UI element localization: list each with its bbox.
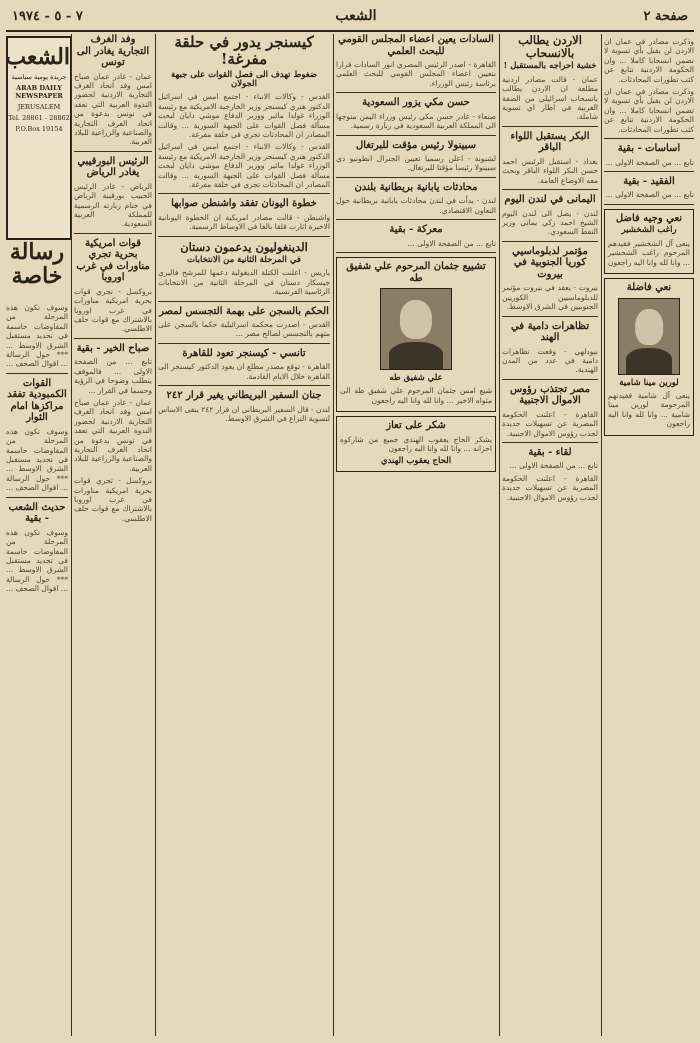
obituary-portrait	[380, 288, 452, 370]
article-good-morning-cont-2: بروكسل - تجري قوات بحرية امريكية مناورات في غرب اوروبا بالاشتراك مع قوات حلف الاطلسي.	[74, 476, 152, 523]
article-good-morning-cont: عمان - غادر عمان صباح امس وفد اتحاد الغرف التجارية الاردنية لحضور الندوة العربية التي تعقد في تونس بدعوة من اتحاد الغرف التجارية والصناعية والزراعية للبلاد العربية.	[74, 397, 152, 473]
masthead-english-name: ARAB DAILY NEWSPAPER	[15, 84, 63, 100]
headline-greece: خطوة اليونان تفقد واشنطن صوابها	[171, 198, 317, 210]
issue-date: ٧ - ٥ - ١٩٧٤	[12, 9, 83, 24]
notice-shakhshir	[604, 209, 694, 274]
side-column	[6, 300, 68, 1036]
article-good-morning: تابع ... من الصفحة الاولى ... فالموقف يتطلب وضوحا في الرؤية وحسما في القرار ...	[74, 357, 152, 395]
headline-gaullists: الدينغوليون يدعمون دستان	[180, 239, 308, 254]
newspaper-name: الشعب	[335, 8, 377, 24]
column-a	[74, 34, 152, 1036]
article-espionage: القدس - اصدرت محكمة اسرائيلية حكما بالسجن على متهم بالتجسس لصالح مصر ...	[158, 320, 330, 339]
article-jordan: عمان - قالت مصادر اردنية مطلعة ان الاردن يطالب بانسحاب اسرائيلي من الضفة الغربية في اطار اي تسوية شاملة.	[502, 74, 598, 122]
column-b	[158, 34, 330, 1036]
article-kissinger-cairo: القاهرة - توقع مصدر مطلع ان يعود الدكتور كيسنجر الى القاهرة خلال الايام القادمة.	[158, 362, 330, 381]
headline-deceased: الفقيد - بقية	[623, 175, 675, 187]
article-foundations: تابع ... من الصفحة الاولى ...	[605, 157, 694, 167]
headline-us-naval: قوات امريكية بحرية تجري مناورات في غرب اوروبا	[76, 237, 150, 284]
headline-battle: معركة - بقية	[389, 224, 443, 236]
notice-shamia	[604, 278, 694, 436]
headline-bourguiba: الرئيس البورقيبي يغادر الرياض	[77, 155, 149, 179]
notice-shakhshir-text: ينعى آل الشخشير فقيدهم المرحوم راغب الشخشير ... وانا لله وانا اليه راجعون	[607, 238, 690, 267]
headline-meeting: لقاء - بقية	[528, 446, 572, 458]
column-c	[336, 34, 496, 1036]
headline-india: تظاهرات دامية في الهند	[510, 320, 590, 344]
notice-shamia-name: لورين مينا شامية	[619, 377, 679, 388]
thanks-name: الحاج يعقوب الهندي	[380, 455, 452, 466]
article-kissinger: القدس - وكالات الانباء - اجتمع امس في اسرائيل الدكتور هنري كيسنجر وزير الخارجية الامريكية مع رئيسة الوزراء غولدا مائير ووزير الدفاع موشي دايان لبحث مسألة فصل القوات على الجبهة السورية ... وقالت المصادر ان المحادثات تجري في حلقة مفرغة.	[158, 92, 330, 139]
article-gaullists: باريس - اعلنت الكتلة الديغولية دعمها للمرشح فاليري جيسكار دستان في المرحلة الثانية من الانتخابات الرئاسية الفرنسية.	[158, 268, 330, 297]
article-trade-delegation: عمان - غادر عمان صباح امس وفد اتحاد الغرف التجارية الاردنية لحضور الندوة العربية التي تعقد في تونس بدعوة من اتحاد الغرف التجارية والصناعية والزراعية للبلاد العربية.	[74, 71, 152, 147]
side-headline-cambodia: القوات الكمبودية تفقد مراكزها امام الثوار	[7, 377, 67, 424]
thanks-title: شكر على تعاز	[386, 420, 446, 432]
article-india: نيودلهي - وقعت تظاهرات دامية في عدد من المدن الهندية.	[502, 346, 598, 375]
notice-shamia-title: نعي فاضلة	[626, 282, 672, 293]
headline-british-ambassador: جنان السفير البريطاني يغير قرار ٢٤٢	[166, 390, 322, 402]
headline-sadat: السادات يعين اعضاء المجلس القومي للبحث العلمي	[338, 34, 494, 57]
headline-korea: مؤتمر لدبلوماسيي كوريا الجنوبية في بيروت	[512, 245, 588, 280]
article-makki: صنعاء - غادر حسن مكي رئيس وزراء اليمن متوجها الى المملكة العربية السعودية في زيارة رسمية.	[336, 111, 496, 131]
side-column-text-2: وسوف تكون هذه المرحلة من المفاوضات حاسمة في تحديد مستقبل الشرق الاوسط ... *** حول الرسالة ... اقوال الصحف ...	[6, 426, 68, 493]
article-bourguiba: الرياض - غادر الرئيس الحبيب بورقيبة الرياض في ختام زيارته الرسمية للمملكة العربية السعودية.	[74, 181, 152, 229]
article-korea: بيروت - يعقد في بيروت مؤتمر للدبلوماسيين الكوريين الجنوبيين في الشرق الاوسط.	[502, 283, 598, 312]
article-egypt-capital: القاهرة - اعلنت الحكومة المصرية عن تسهيلات جديدة لجذب رؤوس الاموال الاجنبية.	[502, 409, 598, 438]
page-header	[6, 6, 694, 32]
masthead-box	[6, 36, 72, 240]
headline-good-morning: صباح الخير - بقية	[76, 342, 150, 354]
headline-foundations: اساسات - بقية	[617, 143, 681, 155]
article-us-naval: بروكسل - تجري قوات بحرية امريكية مناورات في غرب اوروبا بالاشتراك مع قوات حلف الاطلسي.	[74, 286, 152, 334]
notice-shakhshir-title: نعي وجيه فاضل	[615, 212, 683, 224]
article-spinola: لشبونة - اعلن رسميا تعيين الجنرال انطونيو دي سبينولا رئيسا مؤقتا للبرتغال.	[336, 154, 496, 173]
headline-espionage: الحكم بالسجن على بهمة التجسس لمصر	[159, 305, 329, 317]
obituary-text: شيع امس جثمان المرحوم علي شفيق طه الى مثواه الاخير ... وانا لله وانا اليه راجعون	[340, 386, 492, 405]
side-headline-editorial: حديث الشعب - بقية	[8, 501, 66, 525]
article-deceased: تابع ... من الصفحة الاولى ...	[605, 190, 694, 200]
article-yamani: لندن - يصل الى لندن اليوم الشيخ احمد زكي يماني وزير النفط السعودي.	[502, 208, 598, 237]
masthead-logo: الشعب	[5, 44, 70, 70]
obituary-title: تشييع جثمان المرحوم علي شفيق طه	[346, 261, 486, 284]
article-british-ambassador: لندن - قال السفير البريطاني ان قرار ٢٤٢ يبقى الاساس لتسوية النزاع في الشرق الاوسط.	[158, 404, 330, 424]
obituary-box	[336, 257, 496, 412]
column-d	[502, 34, 598, 1036]
side-column-text-3: وسوف تكون هذه المرحلة من المفاوضات حاسمة في تحديد مستقبل الشرق الاوسط ... *** حول الرسالة ... اقوال الصحف ...	[6, 527, 68, 594]
masthead-city: JERUSALEM	[17, 103, 61, 111]
headline-spinola: سبينولا رئيس مؤقت للبرتغال	[355, 139, 477, 151]
masthead-phone: Tel. 28861 - 28862	[8, 114, 70, 122]
article-bakr: بغداد - استقبل الرئيس احمد حسن البكر اللواء الباقر وبحث معه الاوضاع العامة.	[502, 156, 598, 185]
headline-bakr: البكر يستقبل اللواء الباقر	[510, 130, 590, 154]
column-e	[604, 34, 694, 1036]
article-battle: تابع ... من الصفحة الاولى ...	[407, 238, 496, 248]
subheadline-gaullists: في المرحلة الثانية من الانتخابات	[187, 254, 301, 265]
headline-kissinger-cairo: تانسي - كيسنجر تعود للقاهرة	[182, 347, 306, 359]
headline-kissinger: كيسنجر يدور في حلقة مفرغة!	[174, 34, 314, 69]
masthead-tagline: جريدة يومية سياسية	[11, 73, 67, 81]
article-kissinger-cont: القدس - وكالات الانباء - اجتمع امس في اسرائيل الدكتور هنري كيسنجر وزير الخارجية الامريكية مع رئيسة الوزراء غولدا مائير ووزير الدفاع موشي دايان لبحث مسألة فصل القوات على الجبهة السورية ... وقالت المصادر ان المحادثات تجري في حلقة مفرغة.	[158, 142, 330, 189]
article-japan-britain: لندن - بدأت في لندن محادثات يابانية بريطانية حول التعاون الاقتصادي.	[336, 196, 496, 215]
article-greece: واشنطن - قالت مصادر امريكية ان الخطوة اليونانية الاخيرة اثارت قلقا بالغا في الاوساط الرسمية.	[158, 212, 330, 232]
thanks-box	[336, 416, 496, 472]
article-meeting-cont: القاهرة - اعلنت الحكومة المصرية عن تسهيلات جديدة لجذب رؤوس الاموال الاجنبية.	[502, 473, 598, 502]
thanks-text: يشكر الحاج يعقوب الهندي جميع من شاركوه احزانه ... وانا لله وانا اليه راجعون	[340, 434, 492, 454]
headline-trade-delegation: وفد الغرف التجارية يغادر الى تونس	[76, 34, 150, 68]
headline-japan-britain: محادثات يابانية بريطانية بلندن	[354, 181, 478, 193]
article-meeting: تابع ... من الصفحة الاولى ...	[509, 461, 598, 471]
notice-shamia-portrait	[618, 298, 680, 375]
article-jordan-cont: وذكرت مصادر في عمان ان الاردن لن يقبل بأي تسوية لا تضمن انسحابا كاملا ... وان الحكومة الاردنية تتابع عن كثب تطورات المحادثات.	[604, 37, 694, 84]
article-sadat: القاهرة - اصدر الرئيس المصري انور السادات قرارا بتعيين اعضاء المجلس القومي للبحث العلمي برئاسة رئيس الوزراء.	[336, 60, 496, 88]
subheadline-kissinger: ضغوط تهدف الى فصل القوات على جبهة الجولان	[170, 69, 318, 89]
headline-jordan: الاردن يطالب بالانسحاب	[518, 34, 582, 61]
side-column-text: وسوف تكون هذه المرحلة من المفاوضات حاسمة في تحديد مستقبل الشرق الاوسط ... *** حول الرسالة ... اقوال الصحف ...	[6, 303, 68, 369]
notice-shakhshir-name: راغب الشخشير	[621, 225, 677, 236]
headline-yamani: اليمانى في لندن اليوم	[504, 194, 596, 206]
headline-egypt-capital: مصر تجتذب رؤوس الاموال الاجنبية	[509, 383, 591, 407]
subheadline-jordan: خشية احراجه بالمستقبل !	[503, 61, 597, 72]
obituary-name: علي شفيق طه	[389, 373, 443, 384]
article-jordan-cont-2: وذكرت مصادر في عمان ان الاردن لن يقبل بأي تسوية لا تضمن انسحابا كاملا ... وان الحكومة الاردنية تتابع عن كثب تطورات المحادثات.	[604, 87, 694, 134]
headline-makki: حسن مكي يزور السعودية	[362, 97, 470, 109]
notice-shamia-text: ينعى آل شامية فقيدتهم المرحومة لورين مينا شامية ... وانا لله وانا اليه راجعون	[608, 390, 690, 429]
page-number: صفحة ٢	[643, 9, 688, 24]
side-column-title: رسالة خاصة	[9, 239, 65, 289]
masthead-pobox: P.O.Box 19154	[15, 125, 63, 133]
